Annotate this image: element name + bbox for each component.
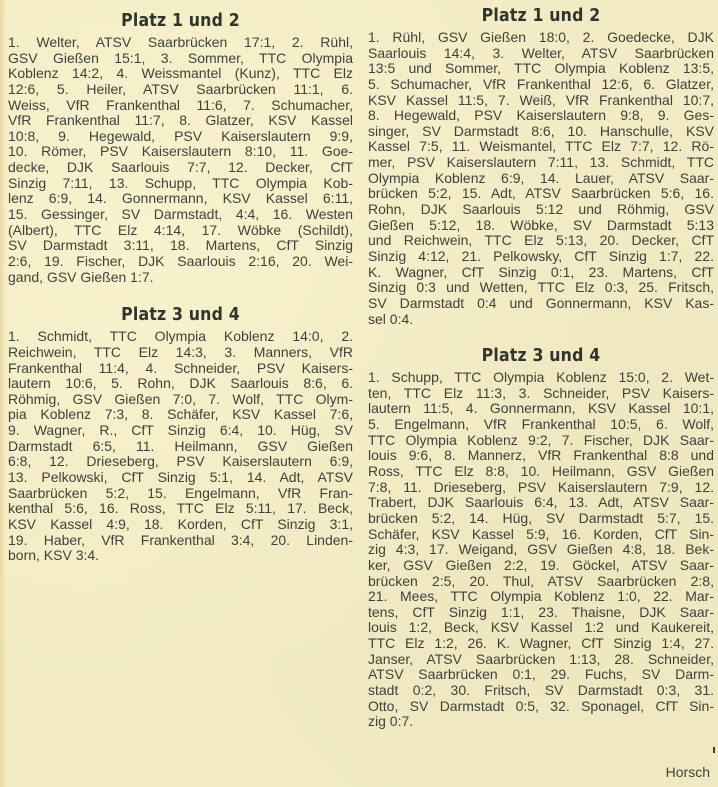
- results-paragraph: [368, 30, 714, 327]
- text-line: 13. Pelkowski, CfT Sinzig 5:1, 14. Adt, ATSV: [8, 470, 353, 486]
- text-line: kenthal 5:6, 16. Ross, TTC Elz 5:11, 17. Beck,: [8, 501, 353, 517]
- text-line: 10:8, 9. Hegewald, PSV Kaiserslautern 9:9,: [8, 128, 353, 144]
- text-line: born, KSV 3:4.: [8, 548, 100, 564]
- text-line: ten, TTC Elz 11:3, 3. Schneider, PSV Kaisers-: [368, 385, 714, 401]
- text-line: Darmstadt 6:5, 11. Heilmann, GSV Gießen: [8, 438, 353, 454]
- text-line: 12:6, 5. Heiler, ATSV Saarbrücken 11:1, 6.: [8, 81, 353, 97]
- text-line: louis 1:2, Beck, KSV Kassel 1:2 und Kaukereit,: [368, 620, 714, 636]
- text-line: Weiss, VfR Frankenthal 11:6, 7. Schumacher,: [8, 97, 353, 113]
- text-line: 21. Mees, TTC Olympia Koblenz 1:0, 22. Mar-: [368, 589, 714, 605]
- text-line: VfR Frankenthal 11:7, 8. Glatzer, KSV Kassel: [8, 113, 353, 129]
- text-line: KSV Kassel 11:5, 7. Weiß, VfR Frankenthal 10:7,: [368, 92, 714, 108]
- text-line: und Reichwein, TTC Elz 5:13, 20. Decker, CfT: [368, 233, 714, 249]
- text-line: Saarlouis 14:4, 3. Welter, ATSV Saarbrücken: [368, 45, 714, 61]
- text-line: 19. Haber, VfR Frankenthal 3:4, 20. Linden-: [8, 532, 353, 548]
- text-line: 2:6, 19. Fischer, DJK Saarlouis 2:16, 20. Wei-: [8, 253, 353, 269]
- results-paragraph: [368, 370, 714, 730]
- text-line: GSV Gießen 15:1, 3. Sommer, TTC Olympia: [8, 50, 353, 66]
- text-line: tens, CfT Sinzig 1:1, 23. Thaisne, DJK Saar-: [368, 604, 714, 620]
- text-line: 1. Schupp, TTC Olympia Koblenz 15:0, 2. Wet-: [368, 370, 714, 386]
- text-line: zig 0:7.: [368, 714, 414, 730]
- text-line: stadt 0:2, 30. Fritsch, SV Darmstadt 0:3, 31.: [368, 682, 714, 698]
- text-line: 5. Engelmann, VfR Frankenthal 10:5, 6. Wolf,: [368, 417, 714, 433]
- section-heading: Platz 3 und 4: [481, 346, 601, 367]
- text-line: SV Darmstadt 3:11, 18. Martens, CfT Sinzig: [8, 238, 353, 254]
- text-line: lautern 10:6, 5. Rohn, DJK Saarlouis 8:6, 6.: [8, 376, 353, 392]
- text-line: Röhmig, GSV Gießen 7:0, 7. Wolf, TTC Olym-: [8, 391, 353, 407]
- text-line: Kassel 7:5, 11. Weismantel, TTC Elz 7:7, 12. Rö-: [368, 139, 714, 155]
- text-line: Sinzig 4:12, 21. Pelkowsky, CfT Sinzig 1:7, 22.: [368, 248, 714, 264]
- results-paragraph: [8, 329, 353, 564]
- text-line: Reichwein, TTC Elz 14:3, 3. Manners, VfR: [8, 344, 353, 360]
- text-line: decke, DJK Saarlouis 7:7, 12. Decker, CfT: [8, 160, 353, 176]
- text-line: 10. Römer, PSV Kaiserslautern 8:10, 11. Goe-: [8, 144, 353, 160]
- text-line: ATSV Saarbrücken 0:1, 29. Fuchs, SV Darm-: [368, 667, 714, 683]
- text-line: 6:8, 12. Drieseberg, PSV Kaiserslautern 6:9,: [8, 454, 353, 470]
- text-line: (Albert), TTC Elz 4:14, 17. Wöbke (Schildt),: [8, 222, 353, 238]
- text-line: singer, SV Darmstadt 8:6, 10. Hanschulle, KSV: [368, 123, 714, 139]
- text-line: Olympia Koblenz 6:9, 14. Lauer, ATSV Saar-: [368, 170, 714, 186]
- text-line: KSV Kassel 4:9, 18. Korden, CfT Sinzig 3:1,: [8, 516, 353, 532]
- text-line: zig 4:3, 17. Weigand, GSV Gießen 4:8, 18. Bek-: [368, 542, 714, 558]
- text-line: 1. Welter, ATSV Saarbrücken 17:1, 2. Rühl,: [8, 35, 353, 50]
- left-column: [8, 6, 353, 564]
- section-heading: Platz 1 und 2: [121, 11, 240, 31]
- text-line: 1. Schmidt, TTC Olympia Koblenz 14:0, 2.: [8, 329, 353, 345]
- section-heading: Platz 1 und 2: [481, 6, 601, 26]
- text-line: Schäfer, KSV Kassel 5:9, 16. Korden, CfT Sin-: [368, 526, 714, 542]
- text-line: lautern 11:5, 4. Gonnermann, KSV Kassel 10:1,: [368, 401, 714, 417]
- text-line: Otto, SV Darmstadt 0:5, 32. Sponagel, CfT Sin-: [368, 698, 714, 714]
- text-line: pia Koblenz 7:3, 8. Schäfer, KSV Kassel 7:6,: [8, 407, 353, 423]
- text-line: ker, GSV Gießen 2:2, 19. Göckel, ATSV Saar-: [368, 557, 714, 573]
- text-line: Sinzig 7:11, 13. Schupp, TTC Olympia Kob-: [8, 175, 353, 191]
- text-line: Janser, ATSV Saarbrücken 1:13, 28. Schneider,: [368, 651, 714, 667]
- section-heading: Platz 3 und 4: [121, 305, 240, 326]
- text-line: mer, PSV Kaiserslautern 7:11, 13. Schmidt, TTC: [368, 155, 714, 171]
- text-line: Ross, TTC Elz 8:8, 10. Heilmann, GSV Gießen: [368, 464, 714, 480]
- text-line: louis 9:6, 8. Mannerz, VfR Frankenthal 8:8 und: [368, 448, 714, 464]
- text-line: lenz 6:9, 14. Gonnermann, KSV Kassel 6:11,: [8, 191, 353, 207]
- text-line: SV Darmstadt 0:4 und Gonnermann, KSV Kas-: [368, 295, 714, 311]
- right-column: [368, 1, 714, 730]
- text-line: K. Wagner, CfT Sinzig 0:1, 23. Martens, CfT: [368, 264, 714, 280]
- text-line: brücken 2:5, 20. Thul, ATSV Saarbrücken 2:8,: [368, 573, 714, 589]
- text-line: TTC Elz 1:2, 26. K. Wagner, CfT Sinzig 1:4, 27.: [368, 636, 714, 652]
- text-line: Saarbrücken 5:2, 15. Engelmann, VfR Fran-: [8, 485, 353, 501]
- text-line: 13:5 und Sommer, TTC Olympia Koblenz 13:5,: [368, 61, 714, 77]
- text-line: TTC Olympia Koblenz 9:2, 7. Fischer, DJK Saar-: [368, 432, 714, 448]
- text-line: Frankenthal 11:4, 4. Schneider, PSV Kaisers-: [8, 360, 353, 376]
- text-line: Rohn, DJK Saarlouis 5:12 und Röhmig, GSV: [368, 202, 714, 218]
- text-line: Sinzig 0:3 und Wetten, TTC Elz 0:3, 25. Fritsch,: [368, 280, 714, 296]
- text-line: 1. Rühl, GSV Gießen 18:0, 2. Goedecke, DJK: [368, 30, 714, 45]
- text-line: Koblenz 14:2, 4. Weissmantel (Kunz), TTC Elz: [8, 66, 353, 82]
- author-byline: Horsch: [665, 764, 710, 780]
- text-line: 9. Wagner, R., CfT Sinzig 6:4, 10. Hüg, SV: [8, 423, 353, 439]
- text-line: gand, GSV Gießen 1:7.: [8, 269, 154, 285]
- text-line: brücken 5:2, 14. Hüg, SV Darmstadt 5:7, 15.: [368, 510, 714, 526]
- text-line: 5. Schumacher, VfR Frankenthal 12:6, 6. Glatzer,: [368, 76, 714, 92]
- print-mark: [713, 747, 715, 753]
- text-line: brücken 5:2, 15. Adt, ATSV Saarbrücken 5:6, 16.: [368, 186, 714, 202]
- text-line: 15. Gessinger, SV Darmstadt, 4:4, 16. Westen: [8, 207, 353, 223]
- page-edge-shadow: [0, 0, 6, 787]
- text-line: Trabert, DJK Saarlouis 6:4, 13. Adt, ATSV Saar-: [368, 495, 714, 511]
- results-paragraph: [8, 35, 353, 285]
- text-line: 8. Hegewald, PSV Kaiserslautern 9:8, 9. Ges-: [368, 108, 714, 124]
- text-line: sel 0:4.: [368, 311, 414, 327]
- text-line: Gießen 5:12, 18. Wöbke, SV Darmstadt 5:13: [368, 217, 714, 233]
- text-line: 7:8, 11. Drieseberg, PSV Kaiserslautern 7:9, 12.: [368, 479, 714, 495]
